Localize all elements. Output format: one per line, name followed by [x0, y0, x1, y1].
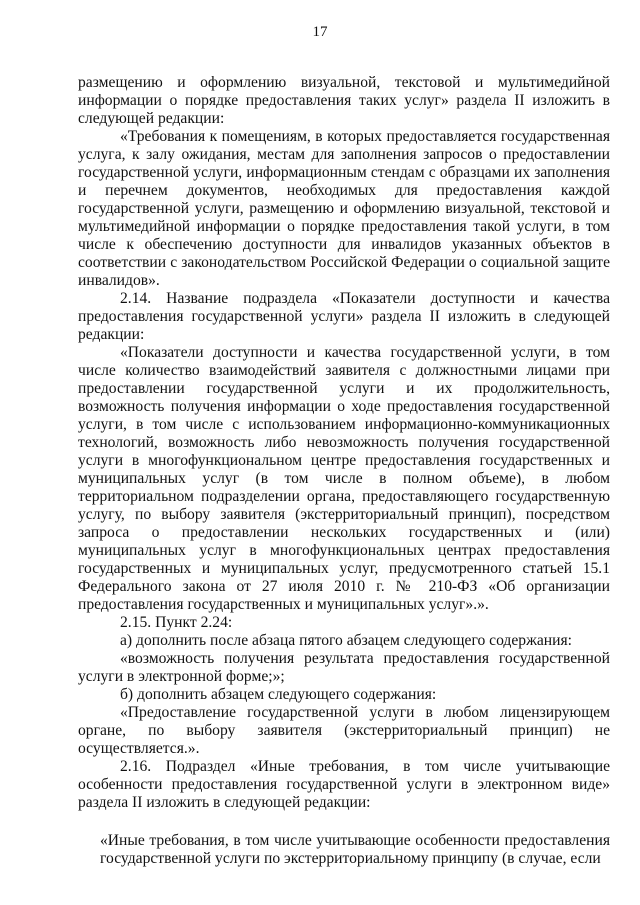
paragraph-extraterritorial: «Предоставление государственной услуги в любом лицензирующем органе, по выбору заявителя (экстерриториальный принцип) не осуществляется.». [78, 704, 610, 757]
paragraph-2-15: 2.15. Пункт 2.24: [120, 614, 233, 631]
paragraph-electronic-result: «возможность получения результата предоставления государственной услуги в электронной форме;»; [78, 650, 610, 685]
paragraph-continuation: размещению и оформлению визуальной, текстовой и мультимедийной информации о порядке предоставления таких услуг» раздела II изложить в следующей редакции: [78, 74, 610, 127]
paragraph-2-14: 2.14. Название подраздела «Показатели доступности и качества предоставления государственной услуги» раздела II изложить в следующей редакции: [78, 290, 610, 343]
paragraph-accessibility-indicators: «Показатели доступности и качества государственной услуги, в том числе количество взаимодействий заявителя с должностными лицами при предоставлении государственной услуги и их продолжительность, возможность получения информации о ходе предоставления государственной услуги, в том числе с использованием информационно-коммуникационных технологий, возможность либо невозможность получения государственной услуги в многофункциональном центре предоставления государственных и муниципальных услуг (в том числе в полном объеме), в любом территориальном подразделении органа, предоставляющего государственную услугу, по выбору заявителя (экстерриториальный принцип), посредством запроса о предоставлении нескольких государственных и (или) муниципальных услуг в многофункциональных центрах предоставления государственных и муниципальных услуг, предусмотренного статьей 15.1 Федерального закона от 27 июля 2010 г. № 210-ФЗ «Об организации предоставления государственных и муниципальных услуг».». [78, 344, 610, 613]
paragraph-item-b: б) дополнить абзацем следующего содержания: [120, 686, 437, 703]
paragraph-premises-requirements: «Требования к помещениям, в которых предоставляется государственная услуга, к залу ожидания, местам для заполнения запросов о предоставлении государственной услуги, информационным стендам с образцами их заполнения и перечнем документов, необходимых для предоставления каждой государственной услуги, размещению и оформлению визуальной, текстовой и мультимедийной информации о порядке предоставления такой услуги, в том числе к обеспечению доступности для инвалидов указанных объектов в соответствии с законодательством Российской Федерации о социальной защите инвалидов». [78, 128, 610, 289]
document-body [78, 74, 610, 868]
paragraph-item-a: а) дополнить после абзаца пятого абзацем следующего содержания: [120, 632, 572, 649]
paragraph-2-16: 2.16. Подраздел «Иные требования, в том числе учитывающие особенности предоставления государственной услуги в электронном виде» раздела II изложить в следующей редакции: [78, 758, 610, 811]
paragraph-other-requirements: «Иные требования, в том числе учитывающие особенности предоставления государственной услуги по экстерриториальному принципу (в случае, если [100, 832, 610, 867]
page-number: 17 [312, 24, 328, 40]
